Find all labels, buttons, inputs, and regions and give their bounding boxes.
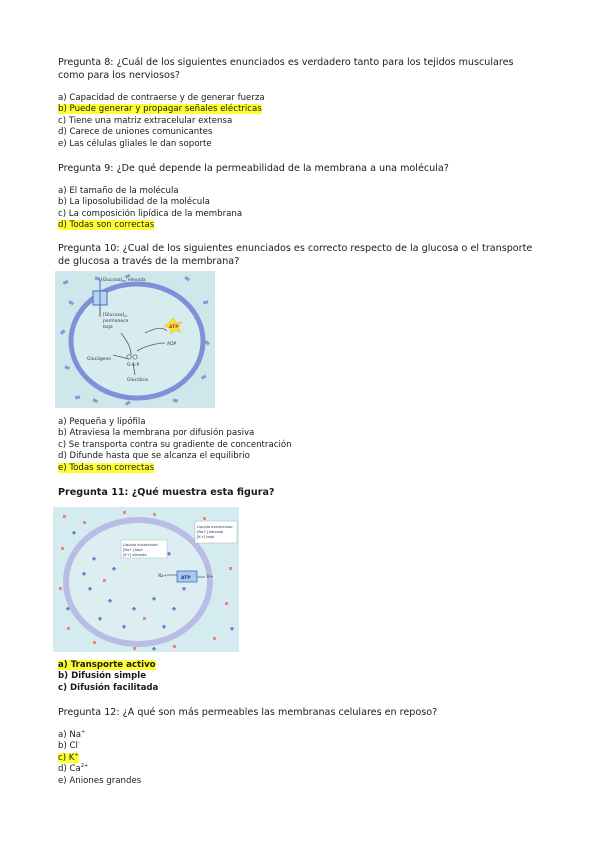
q11-option-a-highlighted: a) Transporte activo <box>58 660 156 670</box>
q8-option-a: a) Capacidad de contraerse y de generar fuerza <box>58 93 265 103</box>
question-10: Pregunta 10: ¿Cual de los siguientes enunciados es correcto respecto de la glucosa o el transporte de glucosa a través de la membrana? <box>58 243 533 267</box>
q9-option-d-highlighted: d) Todas son correctas <box>58 220 155 231</box>
question-11-options <box>58 660 158 694</box>
q12-option-b: b) Cl- <box>58 740 80 752</box>
q10-option-a: a) Pequeña y lipófila <box>58 417 146 427</box>
glycolysis-label: Glucólisis <box>127 378 149 383</box>
atp-label: ATP <box>169 325 179 330</box>
glucose-ic-label-3: baja <box>103 325 113 330</box>
question-9: Pregunta 9: ¿De qué depende la permeabilidad de la membrana a una molécula? <box>58 163 449 174</box>
q9-option-b: b) La liposolubilidad de la molécula <box>58 197 210 208</box>
q8-option-c: c) Tiene una matriz extracelular extensa <box>58 115 233 126</box>
glucose-ic-label: $[Glucosa]_{IC}$ <box>103 313 128 318</box>
q12-option-a: a) Na+ <box>58 729 86 740</box>
q12-option-c <box>58 753 141 764</box>
question-10-options <box>58 417 292 474</box>
ec-label-line-1: Líquido extracelular: <box>197 525 234 529</box>
ic-label-line-1: Líquido intracelular: <box>123 543 159 547</box>
q10-option-b: b) Atraviesa la membrana por difusión pasiva <box>58 428 255 439</box>
k-label: K+ <box>207 574 213 579</box>
q9-option-a: a) El tamaño de la molécula <box>58 186 179 196</box>
q12-option-d: d) $Ca^{2+}$ <box>58 763 89 775</box>
q8-option-e: e) Las células gliales le dan soporte <box>58 138 212 149</box>
ic-label-line-2: [Na+] baja <box>123 548 143 552</box>
ec-label-line-3: [K+] baja <box>197 535 214 539</box>
active-transport-figure <box>53 507 239 652</box>
q12-option-e: e) Aniones grandes <box>58 775 142 786</box>
question-8: Pregunta 8: ¿Cuál de los siguientes enunciados es verdadero tanto para los tejidos musculares como para los nerviosos? <box>58 57 514 81</box>
question-11: Pregunta 11: ¿Qué muestra esta figura? <box>58 487 275 498</box>
q10-option-d: d) Difunde hasta que se alcanza el equilibrio <box>58 451 250 462</box>
glucose-transport-figure <box>55 271 215 408</box>
question-9-options <box>58 186 242 232</box>
glycogen-label: Glucógeno <box>87 357 112 362</box>
ec-label-line-2: [Na+] elevada <box>197 530 224 534</box>
question-8-options <box>58 93 265 150</box>
adp-label: ADP <box>167 342 177 347</box>
q9-option-c: c) La composición lipídica de la membrana <box>58 208 243 219</box>
pump-atp-label: ATP <box>181 576 191 581</box>
q8-option-d: d) Carece de uniones comunicantes <box>58 127 213 138</box>
glucose-ic-label-2: permanece <box>103 319 129 324</box>
q11-option-b: b) Difusión simple <box>58 671 147 682</box>
q10-option-e-highlighted: e) Todas son correctas <box>58 462 155 473</box>
question-12: Pregunta 12: ¿A qué son más permeables las membranas celulares en reposo? <box>58 707 438 718</box>
question-12-options <box>58 730 141 787</box>
glucose-ec-label: $[Glucosa]_{EC}$ elevada <box>101 278 146 283</box>
q10-option-c: c) Se transporta contra su gradiente de concentración <box>58 439 292 450</box>
q12-option-c-highlighted: c) K+ <box>58 751 79 763</box>
g6p-label: G-6-P <box>127 363 140 368</box>
ic-label-line-3: [K+] elevada <box>123 553 147 557</box>
q11-option-c: c) Difusión facilitada <box>58 682 159 693</box>
na-label: Na+ <box>158 573 167 578</box>
q8-option-b-highlighted: b) Puede generar y propagar señales eléctricas <box>58 104 262 115</box>
